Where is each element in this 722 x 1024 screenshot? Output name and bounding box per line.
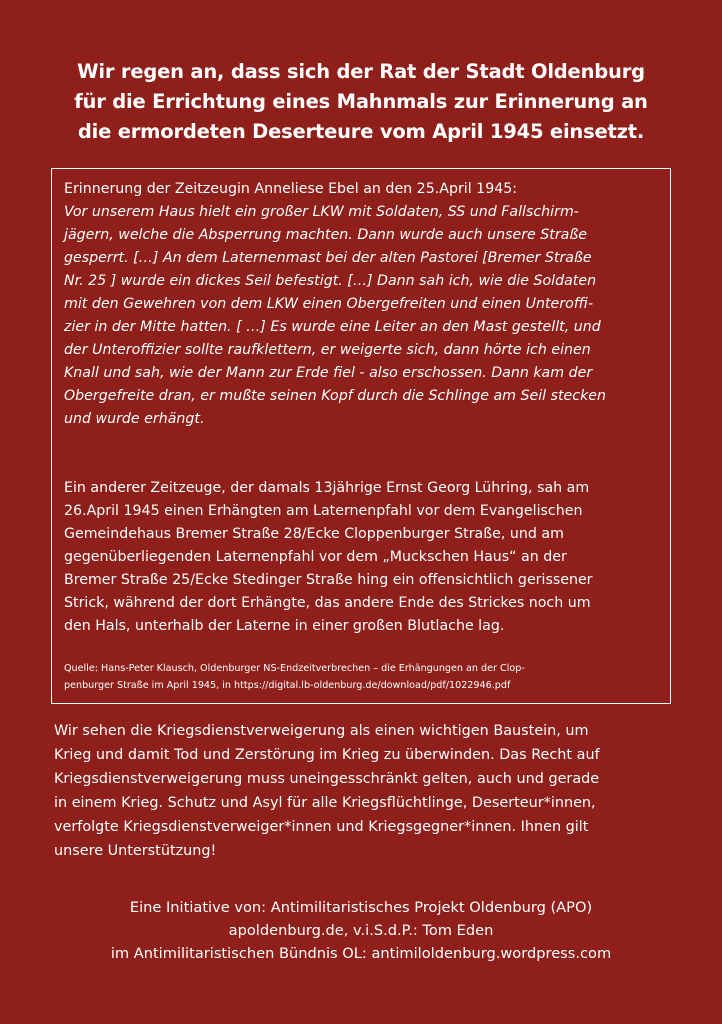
quote-italic-line: mit den Gewehren von dem LKW einen Obergefreiten und einen Unteroffi- <box>64 296 594 312</box>
headline-line: die ermordeten Deserteure vom April 1945 einsetzt. <box>77 120 645 143</box>
quote-second-line: Gemeindehaus Bremer Straße 28/Ecke Cloppenburger Straße, und am <box>64 526 564 542</box>
quote-italic-line: gesperrt. […] An dem Laternenmast bei der alten Pastorei [Bremer Straße <box>64 250 592 266</box>
quote-second-line: 26.April 1945 einen Erhängten am Laternenpfahl vor dem Evangelischen <box>64 503 583 519</box>
quote-second-line: den Hals, unterhalb der Laterne in einer großen Blutlache lag. <box>64 618 505 634</box>
footer-alliance: im Antimilitaristischen Bündnis OL: antimiloldenburg.wordpress.com <box>110 945 612 962</box>
headline <box>40 57 682 147</box>
quote-italic-line: der Unteroffizier sollte raufklettern, er weigerte sich, dann hörte ich einen <box>64 342 591 358</box>
statement-line: in einem Krieg. Schutz und Asyl für alle Kriegsflüchtlinge, Deserteur*innen, <box>54 795 596 811</box>
footer-initiative: Eine Initiative von: Antimilitaristisches Projekt Oldenburg (APO) <box>129 899 593 916</box>
headline-line: Wir regen an, dass sich der Rat der Stadt Oldenburg <box>77 60 645 83</box>
quote-second-line: Ein anderer Zeitzeuge, der damals 13jährige Ernst Georg Lühring, sah am <box>64 480 590 496</box>
statement-line: Wir sehen die Kriegsdienstverweigerung als einen wichtigen Baustein, um <box>54 723 589 739</box>
quote-italic-line: und wurde erhängt. <box>64 411 205 427</box>
quote-italic-line: Vor unserem Haus hielt ein großer LKW mit Soldaten, SS und Fallschirm- <box>64 204 579 220</box>
statement-line: Kriegsdienstverweigerung muss uneingesschränkt gelten, auch und gerade <box>54 771 600 787</box>
source-citation-line: penburger Straße im April 1945, in https://digital.lb-oldenburg.de/download/pdf/1022946.pdf <box>64 680 511 691</box>
headline-line: für die Errichtung eines Mahnmals zur Erinnerung an <box>74 90 648 113</box>
statement-line: verfolgte Kriegsdienstverweiger*innen und Kriegsgegner*innen. Ihnen gilt <box>54 819 589 835</box>
quote-second-line: Bremer Straße 25/Ecke Stedinger Straße hing ein offensichtlich gerissener <box>64 572 593 588</box>
footer-website: apoldenburg.de, v.i.S.d.P.: Tom Eden <box>228 922 494 939</box>
quote-italic-line: Nr. 25 ] wurde ein dickes Seil befestigt. […] Dann sah ich, wie die Soldaten <box>64 273 597 289</box>
quote-italic-line: jägern, welche die Absperrung machten. Dann wurde auch unsere Straße <box>64 227 588 243</box>
quote-second-line: Strick, während der dort Erhängte, das andere Ende des Strickes noch um <box>64 595 591 611</box>
quote-intro: Erinnerung der Zeitzeugin Anneliese Ebel an den 25.April 1945: <box>64 181 518 197</box>
quote-italic-line: Obergefreite dran, er mußte seinen Kopf durch die Schlinge am Seil stecken <box>64 388 607 404</box>
quote-italic-line: zier in der Mitte hatten. [ …] Es wurde eine Leiter an den Mast gestellt, und <box>64 319 601 335</box>
footer <box>40 896 682 965</box>
statement-line: Krieg und damit Tod und Zerstörung im Krieg zu überwinden. Das Recht auf <box>54 747 600 763</box>
quote-second-line: gegenüberliegenden Laternenpfahl vor dem „Muckschen Haus“ an der <box>64 549 567 565</box>
quote-italic-line: Knall und sah, wie der Mann zur Erde fiel - also erschossen. Dann kam der <box>64 365 593 381</box>
statement-line: unsere Unterstützung! <box>54 843 217 859</box>
source-citation-line: Quelle: Hans-Peter Klausch, Oldenburger NS-Endzeitverbrechen – die Erhängungen an der Clop- <box>64 663 525 674</box>
